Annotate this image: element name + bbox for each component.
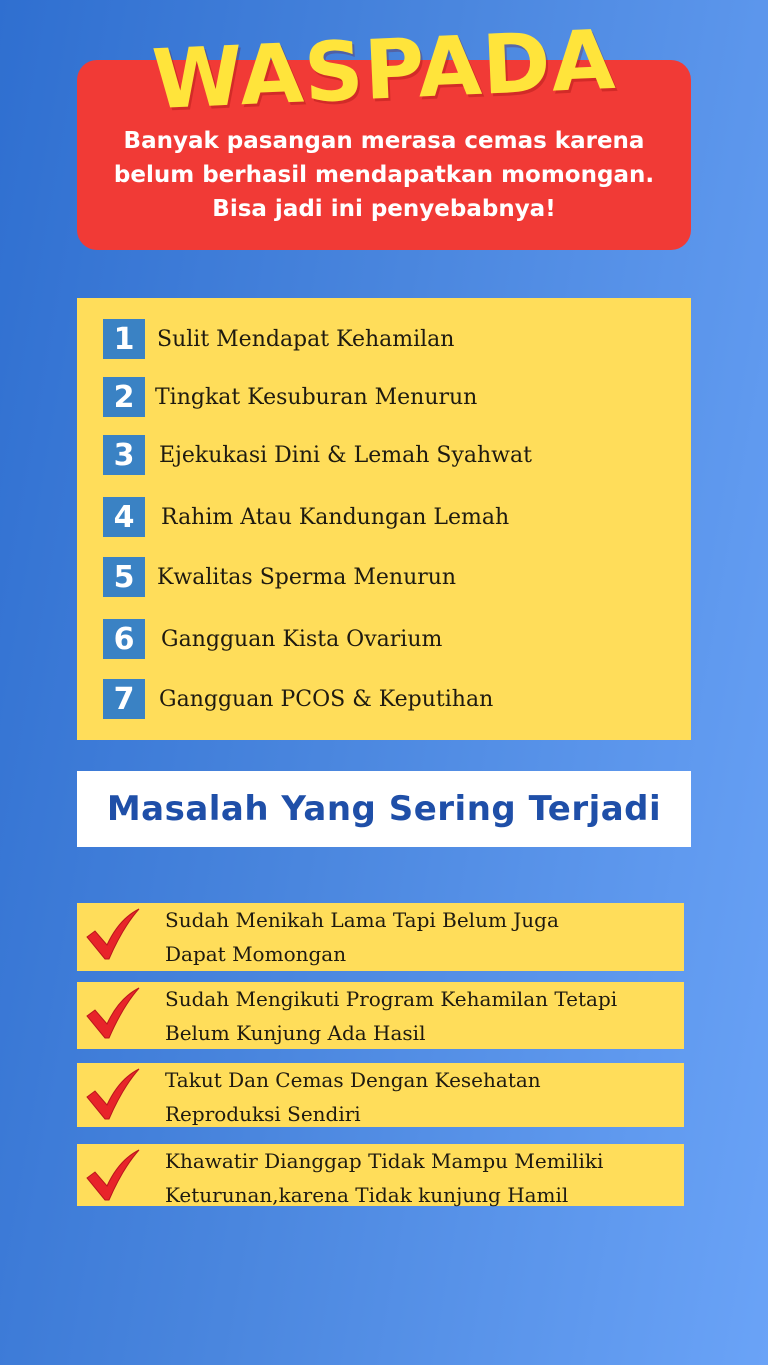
cause-label: Sulit Mendapat Kehamilan xyxy=(157,326,455,352)
red-check-icon xyxy=(83,984,143,1042)
problem-line: Reproduksi Sendiri xyxy=(165,1102,361,1126)
problem-item xyxy=(77,1063,684,1127)
cause-label: Tingkat Kesuburan Menurun xyxy=(155,384,478,410)
red-check-icon xyxy=(83,905,143,963)
number-badge: 5 xyxy=(103,557,145,597)
problem-text xyxy=(165,982,680,1050)
problem-line: Sudah Mengikuti Program Kehamilan Tetapi xyxy=(165,987,618,1011)
warning-text xyxy=(77,124,691,226)
problem-item xyxy=(77,1144,684,1206)
cause-item xyxy=(103,618,442,660)
problem-line: Sudah Menikah Lama Tapi Belum Juga xyxy=(165,908,559,932)
problem-text xyxy=(165,1144,680,1212)
section-heading-box xyxy=(77,771,691,847)
number-badge: 3 xyxy=(103,435,145,475)
problem-text xyxy=(165,903,680,971)
cause-label: Gangguan Kista Ovarium xyxy=(161,626,443,652)
problem-text xyxy=(165,1063,680,1131)
problem-line: Belum Kunjung Ada Hasil xyxy=(165,1021,426,1045)
warning-line: Bisa jadi ini penyebabnya! xyxy=(212,196,556,222)
cause-label: Rahim Atau Kandungan Lemah xyxy=(161,504,510,530)
number-badge: 1 xyxy=(103,319,145,359)
cause-item xyxy=(103,434,532,476)
red-check-icon xyxy=(83,1065,143,1123)
cause-item xyxy=(103,318,454,360)
cause-item xyxy=(103,678,493,720)
problem-line: Takut Dan Cemas Dengan Kesehatan xyxy=(165,1068,541,1092)
cause-item xyxy=(103,496,509,538)
warning-line: Banyak pasangan merasa cemas karena xyxy=(123,128,645,154)
warning-title: WASPADA xyxy=(150,12,618,129)
number-badge: 4 xyxy=(103,497,145,537)
problem-line: Keturunan,karena Tidak kunjung Hamil xyxy=(165,1183,569,1207)
section-title: Masalah Yang Sering Terjadi xyxy=(106,789,662,829)
warning-line: belum berhasil mendapatkan momongan. xyxy=(113,162,655,188)
causes-list xyxy=(77,298,691,740)
cause-item xyxy=(103,376,477,418)
cause-label: Gangguan PCOS & Keputihan xyxy=(159,686,494,712)
problem-line: Khawatir Dianggap Tidak Mampu Memiliki xyxy=(165,1149,604,1173)
cause-label: Kwalitas Sperma Menurun xyxy=(157,564,457,590)
number-badge: 6 xyxy=(103,619,145,659)
cause-item xyxy=(103,556,456,598)
problem-item xyxy=(77,982,684,1049)
red-check-icon xyxy=(83,1146,143,1204)
problem-line: Dapat Momongan xyxy=(165,942,347,966)
cause-label: Ejekukasi Dini & Lemah Syahwat xyxy=(159,442,532,468)
number-badge: 2 xyxy=(103,377,145,417)
number-badge: 7 xyxy=(103,679,145,719)
problem-item xyxy=(77,903,684,971)
